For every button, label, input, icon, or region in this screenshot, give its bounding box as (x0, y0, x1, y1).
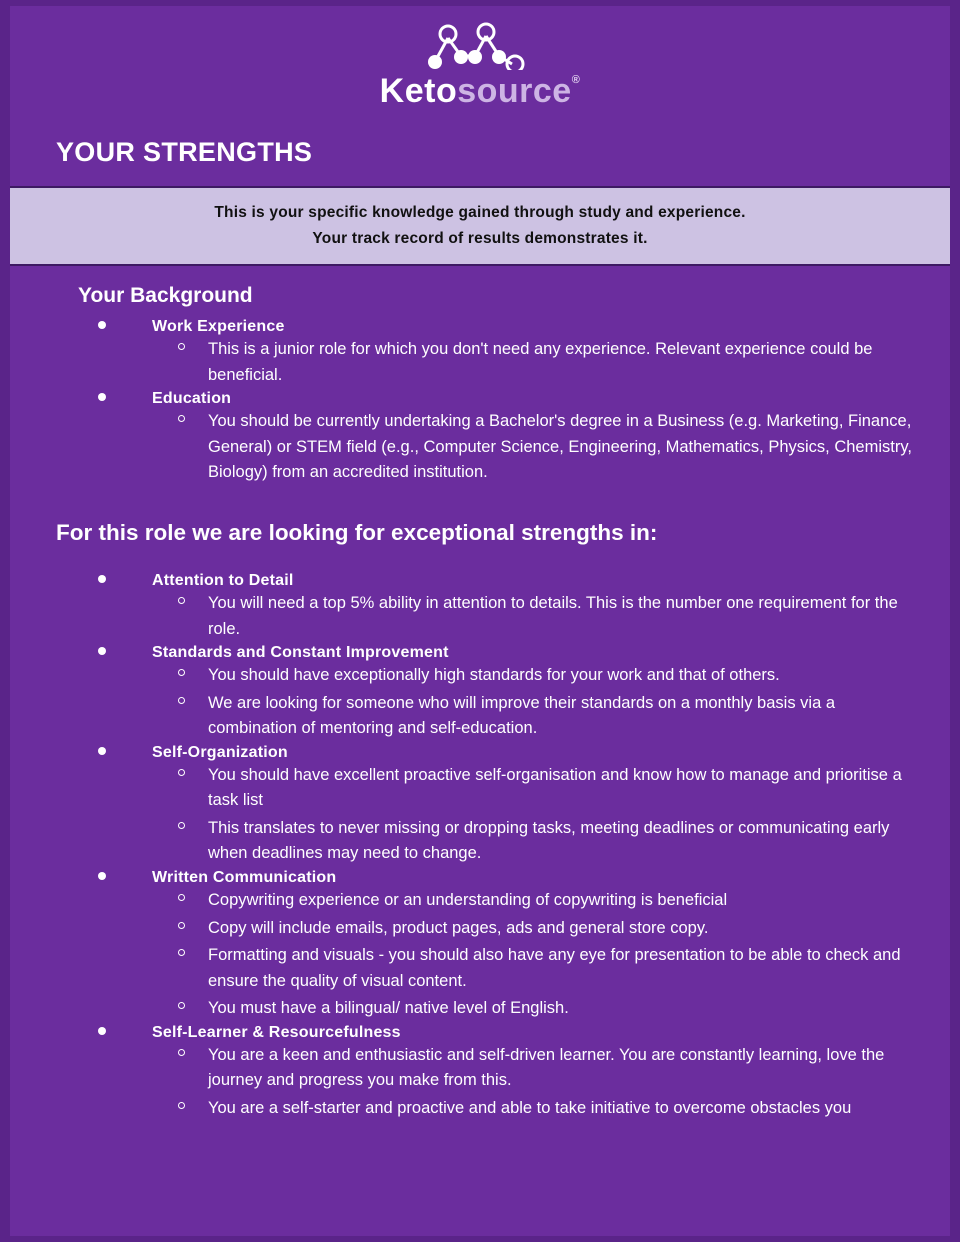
sub-list-item (152, 1096, 950, 1122)
sub-list (84, 888, 950, 1022)
page-title: YOUR STRENGTHS (56, 137, 313, 167)
registered-mark: ® (571, 74, 581, 86)
bullet-hollow-icon (178, 1002, 185, 1009)
list-item (84, 1024, 950, 1122)
document-body (10, 6, 950, 1236)
bullet-hollow-icon (178, 822, 185, 829)
bullet-filled-icon (98, 647, 106, 655)
sub-list-item (152, 337, 950, 388)
list-item-label: Standards and Constant Improvement (152, 644, 449, 662)
list-item (84, 390, 950, 486)
bullet-hollow-icon (178, 669, 185, 676)
sub-list-item-text: This is a junior role for which you don't need any experience. Relevant experience could be beneficial. (208, 340, 873, 384)
sub-list-item-text: You should have excellent proactive self-organisation and know how to manage and prioritise a task list (208, 765, 902, 810)
bullet-hollow-icon (178, 1049, 185, 1056)
sub-list-item-text: Formatting and visuals - you should also have any eye for presentation to be able to check and ensure the quality of visual content. (208, 946, 901, 990)
sub-list-item-text: You are a self-starter and proactive and able to take initiative to overcome obstacles you (208, 1098, 852, 1117)
list-item-label: Self-Learner & Resourcefulness (152, 1023, 401, 1041)
list-item (84, 644, 950, 742)
bullet-filled-icon (98, 321, 106, 329)
background-list (10, 318, 950, 486)
section-heading-strengths: For this role we are looking for exceptional strengths in: (56, 519, 658, 545)
list-item (84, 744, 950, 867)
sub-list-item (152, 691, 950, 742)
sub-list-item-text: Copy will include emails, product pages, ads and general store copy. (208, 918, 709, 937)
sub-list-item-text: You will need a top 5% ability in attention to details. This is the number one requirement for the role. (208, 593, 898, 638)
bullet-hollow-icon (178, 1102, 185, 1109)
sub-list-item-text: You should be currently undertaking a Bachelor's degree in a Business (e.g. Marketing, Finance, General) or STEM field (e.g., Computer Science, Engineering, Mathematics, Physics, Chemistry, Biology) from an accredited institution. (208, 412, 912, 482)
list-item-label: Attention to Detail (152, 571, 294, 589)
sub-list-item (152, 888, 950, 914)
list-item (84, 572, 950, 642)
bullet-filled-icon (98, 872, 106, 880)
sub-list-item (152, 663, 950, 689)
brand-logo (10, 6, 950, 111)
callout-line-1: This is your specific knowledge gained through study and experience. (214, 204, 746, 221)
sub-list-item (152, 1043, 950, 1094)
sub-list-item (152, 816, 950, 867)
bullet-filled-icon (98, 747, 106, 755)
bullet-hollow-icon (178, 922, 185, 929)
sub-list-item (152, 591, 950, 642)
sub-list-item-text: You must have a bilingual/ native level of English. (208, 999, 569, 1018)
section-heading-background: Your Background (78, 284, 253, 308)
sub-list-item (152, 916, 950, 942)
brand-name-strong: Keto (379, 72, 458, 110)
sub-list (84, 591, 950, 642)
sub-list-item-text: We are looking for someone who will improve their standards on a monthly basis via a combination of mentoring and self-education. (208, 693, 835, 738)
brand-wordmark (380, 72, 581, 111)
bullet-hollow-icon (178, 597, 185, 604)
callout-line-2: Your track record of results demonstrates it. (312, 229, 648, 247)
sub-list-item (152, 996, 950, 1022)
list-item-label: Written Communication (152, 869, 337, 886)
bullet-hollow-icon (178, 697, 185, 704)
bullet-hollow-icon (178, 894, 185, 901)
bullet-filled-icon (98, 393, 106, 401)
strengths-list (10, 572, 950, 1122)
list-item (84, 869, 950, 1022)
sub-list (84, 1043, 950, 1122)
bullet-hollow-icon (178, 949, 185, 956)
bullet-hollow-icon (178, 415, 185, 422)
brand-name-dim: source (457, 72, 572, 110)
sub-list (84, 337, 950, 388)
bullet-hollow-icon (178, 343, 185, 350)
bullet-hollow-icon (178, 769, 185, 776)
sub-list-item (152, 943, 950, 994)
bullet-filled-icon (98, 1027, 106, 1035)
list-item-label: Self-Organization (152, 743, 288, 761)
sub-list-item (152, 763, 950, 814)
bullet-filled-icon (98, 575, 106, 583)
sub-list-item-text: You are a keen and enthusiastic and self-driven learner. You are constantly learning, love the journey and progress you make from this. (208, 1045, 885, 1090)
list-item-label: Education (152, 390, 232, 408)
list-item (84, 318, 950, 388)
list-item-label: Work Experience (152, 318, 285, 336)
callout-band (10, 186, 950, 266)
sub-list (84, 409, 950, 486)
sub-list-item-text: You should have exceptionally high standards for your work and that of others. (208, 666, 780, 685)
sub-list (84, 663, 950, 742)
spacer (10, 552, 950, 572)
sub-list-item (152, 409, 950, 486)
sub-list (84, 763, 950, 867)
molecule-icon (415, 14, 545, 70)
sub-list-item-text: This translates to never missing or dropping tasks, meeting deadlines or communicating early when deadlines may need to change. (208, 818, 890, 863)
sub-list-item-text: Copywriting experience or an understanding of copywriting is beneficial (208, 891, 728, 909)
